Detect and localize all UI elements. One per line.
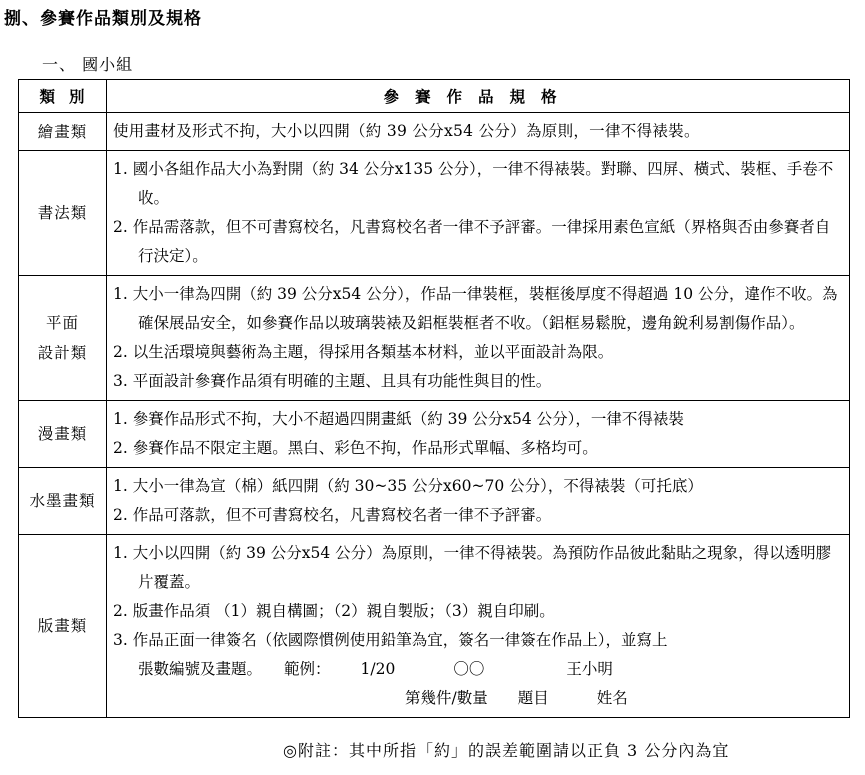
example-caption-row: [113, 684, 843, 713]
spec-item: 2. 作品需落款，但不可書寫校名，凡書寫校名者一律不予評審。一律採用素色宣紙（界格與否由參賽者自行決定）。: [113, 218, 831, 265]
spec-item: 3. 作品正面一律簽名（依國際慣例使用鉛筆為宜，簽名一律簽在作品上），並寫上: [113, 631, 668, 649]
table-header-row: [19, 80, 850, 113]
row-ink-painting: [19, 468, 850, 535]
spec-item: 3. 平面設計參賽作品須有明確的主題、且具有功能性與目的性。: [113, 372, 552, 390]
spec-item: 1. 大小一律為四開（約 39 公分x54 公分），作品一律裝框，裝框後厚度不得超過 10 公分，違作不收。為確保展品安全，如參賽作品以玻璃裝裱及鋁框裝框者不收。（鋁框易鬆脫，邊角銳利易割傷作品）。: [113, 285, 838, 332]
category-ink-painting: 水墨畫類: [19, 468, 107, 535]
spec-item: 1. 大小一律為宣（棉）紙四開（約 30~35 公分x60~70 公分），不得裱裝（可托底）: [113, 477, 703, 495]
row-graphic-design: [19, 276, 850, 401]
example-prefix: 張數編號及畫題。: [138, 660, 263, 678]
spec-item: 2. 版畫作品須 （1）親自構圖；（2）親自製版；（3）親自印刷。: [113, 602, 555, 620]
spec-ink-painting: [107, 468, 850, 535]
example-label: 範例：: [284, 660, 331, 678]
spec-item: 2. 以生活環境與藝術為主題，得採用各類基本材料，並以平面設計為限。: [113, 343, 614, 361]
spec-painting: [107, 113, 850, 151]
spec-painting-text: 使用畫材及形式不拘，大小以四開（約 39 公分x54 公分）為原則，一律不得裱裝。: [113, 122, 700, 140]
example-number: 1/20: [360, 660, 396, 678]
category-graphic-design-line2: 設計類: [37, 344, 88, 362]
spec-table: [18, 79, 850, 718]
header-spec: 參賽作品規格: [107, 80, 850, 113]
spec-printmaking: [107, 535, 850, 718]
caption-title: 題目: [517, 689, 549, 707]
spec-graphic-design: [107, 276, 850, 401]
category-calligraphy: 書法類: [19, 151, 107, 276]
row-calligraphy: [19, 151, 850, 276]
subsection-title: 一、 國小組: [42, 55, 134, 74]
caption-name: 姓名: [596, 689, 628, 707]
spec-item: 2. 作品可落款，但不可書寫校名，凡書寫校名者一律不予評審。: [113, 506, 552, 524]
header-category: 類別: [19, 80, 107, 113]
category-comics: 漫畫類: [19, 401, 107, 468]
row-painting: [19, 113, 850, 151]
row-comics: [19, 401, 850, 468]
row-printmaking: [19, 535, 850, 718]
spec-calligraphy: [107, 151, 850, 276]
category-graphic-design: [19, 276, 107, 401]
spec-item: 1. 大小以四開（約 39 公分x54 公分）為原則，一律不得裱裝。為預防作品彼此黏貼之現象，得以透明膠片覆蓋。: [113, 544, 832, 591]
category-painting: 繪畫類: [19, 113, 107, 151]
spec-item: 1. 參賽作品形式不拘，大小不超過四開畫紙（約 39 公分x54 公分），一律不得裱裝: [113, 410, 684, 428]
category-graphic-design-line1: 平面: [45, 314, 79, 332]
footnote: ◎附註：其中所指「約」的誤差範圍請以正負 3 公分內為宜: [283, 741, 730, 760]
example-title: 〇〇: [453, 660, 485, 678]
spec-comics: [107, 401, 850, 468]
example-row: [113, 655, 843, 684]
section-title: 捌、參賽作品類別及規格: [4, 9, 202, 29]
caption-number: 第幾件/數量: [405, 689, 488, 707]
example-name: 王小明: [566, 660, 613, 678]
spec-item: 1. 國小各組作品大小為對開（約 34 公分x135 公分），一律不得裱裝。對聯、四屏、橫式、裝框、手卷不收。: [113, 160, 834, 207]
category-printmaking: 版畫類: [19, 535, 107, 718]
spec-item: 2. 參賽作品不限定主題。黑白、彩色不拘，作品形式單幅、多格均可。: [113, 439, 598, 457]
